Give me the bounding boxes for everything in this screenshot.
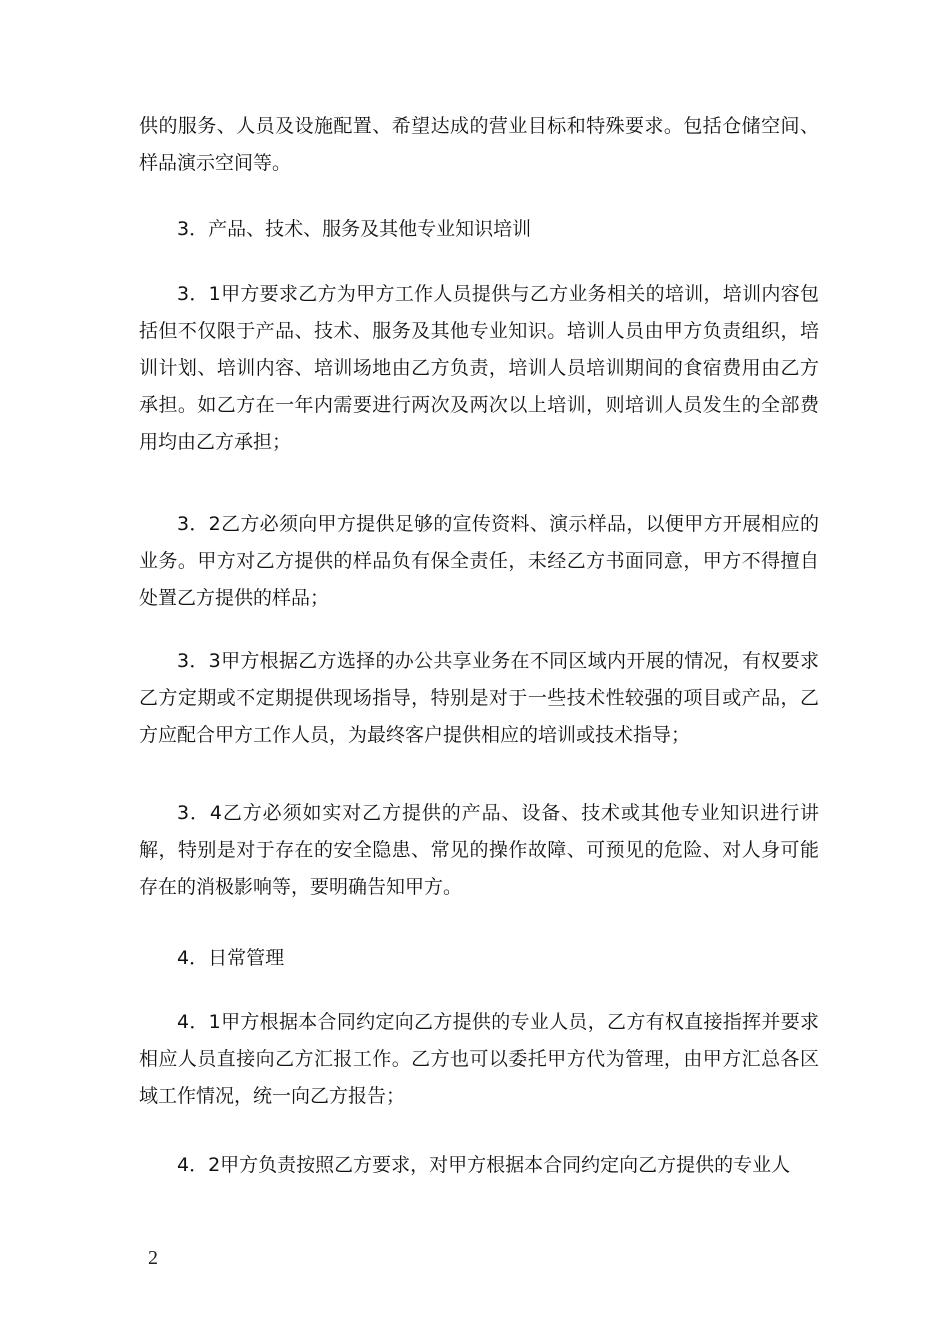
paragraph-3-3: 3．3甲方根据乙方选择的办公共享业务在不同区域内开展的情况，有权要求乙方定期或不定期提供现场指导，特别是对于一些技术性较强的项目或产品，乙方应配合甲方工作人员，为最终客户提供相应的培训或技术指导；	[139, 650, 819, 746]
paragraph-continuation: 供的服务、人员及设施配置、希望达成的营业目标和特殊要求。包括仓储空间、样品演示空间等。	[139, 115, 819, 174]
page-number: 2	[148, 1247, 158, 1269]
paragraph-3-4: 3．4乙方必须如实对乙方提供的产品、设备、技术或其他专业知识进行讲解，特别是对于存在的安全隐患、常见的操作故障、可预见的危险、对人身可能存在的消极影响等，要明确告知甲方。	[139, 802, 819, 898]
paragraph-4-2: 4．2甲方负责按照乙方要求，对甲方根据本合同约定向乙方提供的专业人	[177, 1154, 791, 1176]
section-heading-3: 3．产品、技术、服务及其他专业知识培训	[177, 218, 532, 240]
paragraph-3-1: 3．1甲方要求乙方为甲方工作人员提供与乙方业务相关的培训，培训内容包括但不仅限于产品、技术、服务及其他专业知识。培训人员由甲方负责组织，培训计划、培训内容、培训场地由乙方负责，培训人员培训期间的食宿费用由乙方承担。如乙方在一年内需要进行两次及两次以上培训，则培训人员发生的全部费用均由乙方承担；	[139, 283, 819, 453]
paragraph-3-2: 3．2乙方必须向甲方提供足够的宣传资料、演示样品，以便甲方开展相应的业务。甲方对乙方提供的样品负有保全责任，未经乙方书面同意，甲方不得擅自处置乙方提供的样品；	[139, 513, 819, 609]
paragraph-4-1: 4．1甲方根据本合同约定向乙方提供的专业人员，乙方有权直接指挥并要求相应人员直接向乙方汇报工作。乙方也可以委托甲方代为管理，由甲方汇总各区域工作情况，统一向乙方报告；	[139, 1011, 819, 1107]
section-heading-4: 4．日常管理	[177, 947, 285, 969]
